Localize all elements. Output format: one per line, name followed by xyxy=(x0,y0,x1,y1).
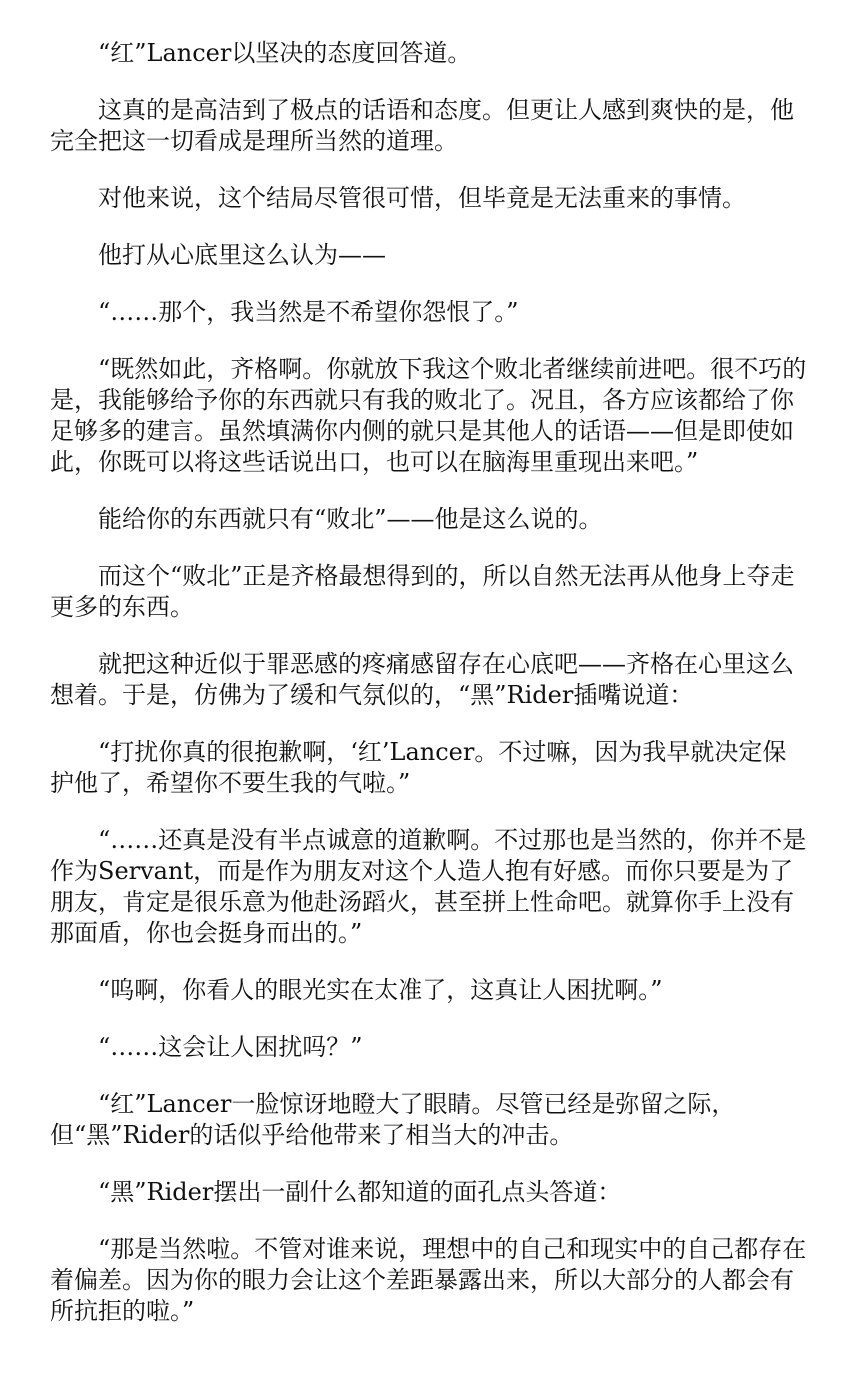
paragraph: “呜啊，你看人的眼光实在太准了，这真让人困扰啊。” xyxy=(98,976,663,1004)
paragraph: “既然如此，齐格啊。你就放下我这个败北者继续前进吧。很不巧的是，我能够给予你的东西就只有我的败北了。况且，各方应该都给了你足够多的建言。虽然填满你内侧的就只是其他人的话语——但是即使如此，你既可以将这些话说出口，也可以在脑海里重现出来吧。” xyxy=(50,355,807,476)
paragraph: “红”Lancer一脸惊讶地瞪大了眼睛。尽管已经是弥留之际，但“黑”Rider的话似乎给他带来了相当大的冲击。 xyxy=(50,1090,736,1149)
paragraph: 这真的是高洁到了极点的话语和态度。但更让人感到爽快的是，他完全把这一切看成是理所当然的道理。 xyxy=(50,96,794,155)
paragraph: 对他来说，这个结局尽管很可惜，但毕竟是无法重来的事情。 xyxy=(98,184,746,212)
paragraph: “……这会让人困扰吗？” xyxy=(98,1033,363,1061)
paragraph: 就把这种近似于罪恶感的疼痛感留存在心底吧——齐格在心里这么想着。于是，仿佛为了缓和气氛似的，“黑”Rider插嘴说道： xyxy=(50,650,794,709)
paragraph: “……那个，我当然是不希望你怨恨了。” xyxy=(98,298,519,326)
paragraph: 而这个“败北”正是齐格最想得到的，所以自然无法再从他身上夺走更多的东西。 xyxy=(50,562,795,621)
paragraph: 他打从心底里这么认为—— xyxy=(98,241,386,269)
paragraph: “黑”Rider摆出一副什么都知道的面孔点头答道： xyxy=(98,1178,622,1206)
paragraph: “那是当然啦。不管对谁来说，理想中的自己和现实中的自己都存在着偏差。因为你的眼力会让这个差距暴露出来，所以大部分的人都会有所抗拒的啦。” xyxy=(50,1235,807,1325)
paragraph: “打扰你真的很抱歉啊，‘红’Lancer。不过嘛，因为我早就决定保护他了，希望你不要生我的气啦。” xyxy=(50,738,787,797)
paragraph: “红”Lancer以坚决的态度回答道。 xyxy=(98,39,472,67)
paragraph: 能给你的东西就只有“败北”——他是这么说的。 xyxy=(98,505,603,533)
paragraph: “……还真是没有半点诚意的道歉啊。不过那也是当然的，你并不是作为Servant，而是作为朋友对这个人造人抱有好感。而你只要是为了朋友，肯定是很乐意为他赴汤蹈火，甚至拼上性命吧。就算你手上没有那面盾，你也会挺身而出的。” xyxy=(50,826,807,947)
